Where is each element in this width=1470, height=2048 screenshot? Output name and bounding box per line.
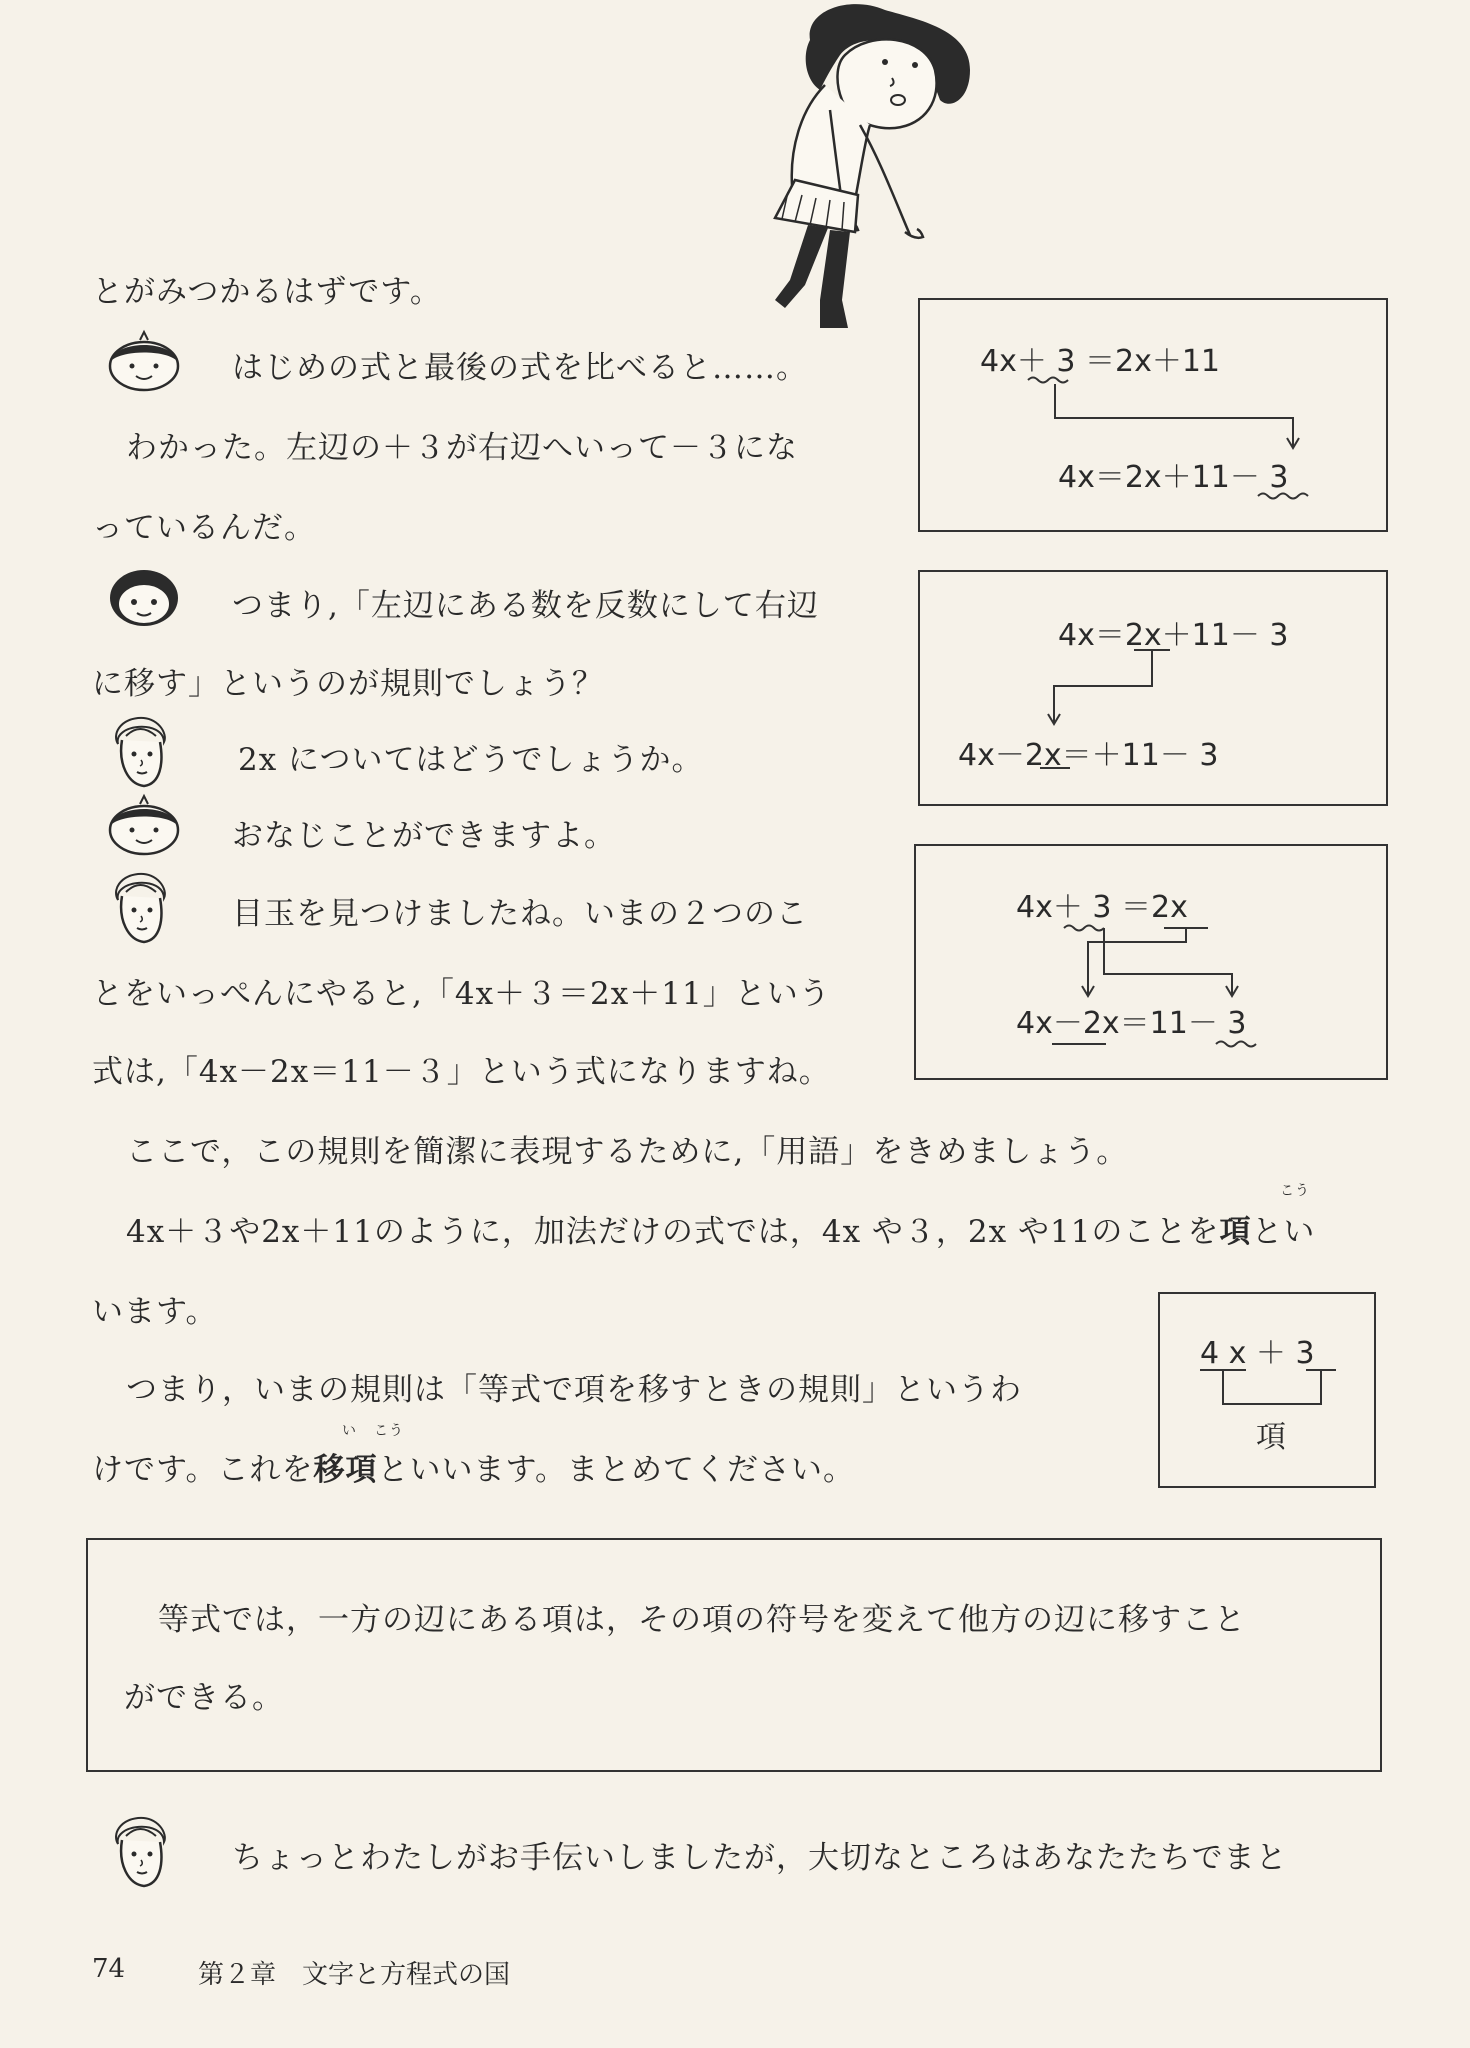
text-line: とをいっぺんにやると,「4x＋３＝2x＋11」という <box>92 976 831 1012</box>
text-line: おなじことができますよ。 <box>232 818 616 854</box>
text-line: 目玉を見つけましたね。いまの２つのこ <box>232 896 808 932</box>
boy-face-icon <box>104 330 184 394</box>
equation-top: 4x＝2x＋11－ 3 <box>1058 618 1289 653</box>
text-line: に移す」というのが規則でしょう？ <box>92 666 604 702</box>
text-line: ここで，この規則を簡潔に表現するために,「用語」をきめましょう。 <box>126 1134 1129 1170</box>
ruby-kou: こう <box>1280 1183 1310 1199</box>
term-expression: 4 x ＋ 3 <box>1200 1336 1315 1371</box>
transpose-arrows <box>916 846 1390 1082</box>
equation-top: 4x＋ 3 ＝2x＋11 <box>980 344 1221 379</box>
text-segment: 4x＋３や2x＋11のように，加法だけの式では，4x や３，2x や11のことを <box>126 1214 1220 1250</box>
girl-face-icon <box>108 1814 172 1890</box>
text-line: つまり，いまの規則は「等式で項を移すときの規則」というわ <box>126 1372 1022 1408</box>
girl-face-icon <box>108 714 172 790</box>
text-line: います。 <box>92 1294 218 1330</box>
girl-face-icon <box>108 870 172 946</box>
text-line: とがみつかるはずです。 <box>92 274 442 310</box>
text-line: 式は,「4x－2x＝11－３」という式になりますね。 <box>92 1054 831 1090</box>
text-line: つまり,「左辺にある数を反数にして右辺 <box>232 588 819 624</box>
term-bracket <box>1160 1294 1378 1490</box>
text-line: ちょっとわたしがお手伝いしましたが，大切なところはあなたたちでまと <box>232 1840 1288 1876</box>
equation-bottom: 4x－2x＝＋11－ 3 <box>958 738 1219 773</box>
text-segment: といいます。まとめてください。 <box>377 1452 856 1488</box>
page-number: 74 <box>92 1954 126 1984</box>
ruby-i: い <box>342 1423 357 1439</box>
text-segment: けです。これを <box>92 1452 314 1488</box>
text-line: はじめの式と最後の式を比べると……。 <box>232 350 808 386</box>
boy-face-icon <box>104 794 184 858</box>
text-line: わかった。左辺の＋３が右辺へいって－３にな <box>126 430 798 466</box>
dark-hair-boy-face-icon <box>104 564 184 630</box>
equation-bottom: 4x＝2x＋11－ 3 <box>1058 460 1289 495</box>
equation-box-2 <box>918 570 1388 806</box>
term-label: 項 <box>1256 1420 1286 1455</box>
summary-line-1: 等式では，一方の辺にある項は，その項の符号を変えて他方の辺に移すこと <box>158 1602 1246 1638</box>
text-line <box>126 1206 1315 1251</box>
transposition-keyword: 移項 <box>313 1452 378 1488</box>
equation-box-1 <box>918 298 1388 532</box>
term-keyword: 項 <box>1219 1214 1252 1250</box>
summary-box <box>86 1538 1382 1772</box>
text-line: っているんだ。 <box>92 510 316 546</box>
summary-line-2: ができる。 <box>124 1680 284 1716</box>
transpose-arrow <box>920 300 1390 534</box>
term-definition-box <box>1158 1292 1376 1488</box>
girl-illustration <box>720 0 980 340</box>
chapter-title: 第２章 文字と方程式の国 <box>198 1960 511 1990</box>
transpose-arrow <box>920 572 1390 808</box>
text-line <box>92 1444 855 1489</box>
ruby-kou: こう <box>374 1423 404 1439</box>
equation-bottom: 4x－2x＝11－ 3 <box>1016 1006 1247 1041</box>
text-segment: とい <box>1251 1214 1316 1250</box>
equation-box-3 <box>914 844 1388 1080</box>
equation-top: 4x＋ 3 ＝2x <box>1016 890 1188 925</box>
text-line: 2x についてはどうでしょうか。 <box>238 742 704 778</box>
